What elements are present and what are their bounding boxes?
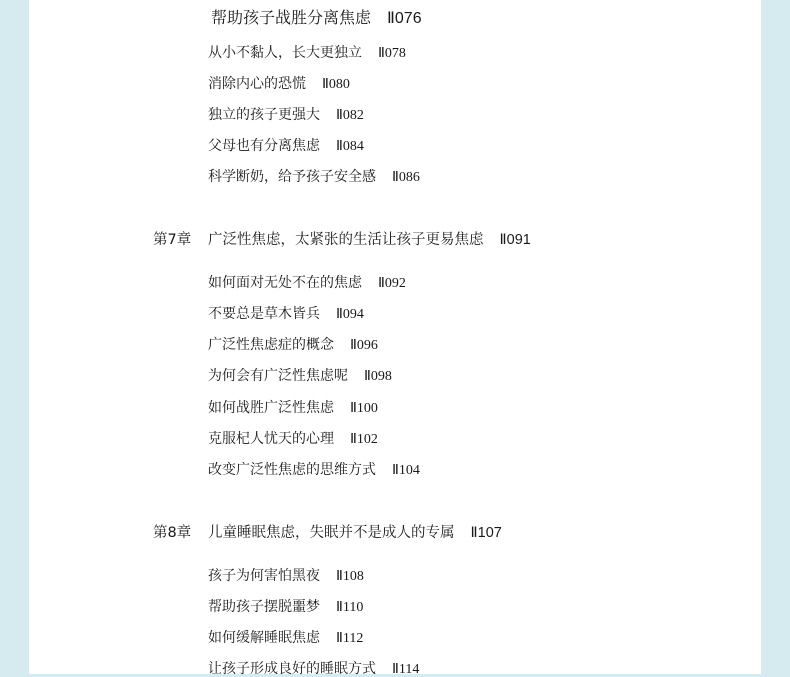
toc-entry[interactable] xyxy=(208,338,378,353)
toc-entry[interactable] xyxy=(208,170,420,185)
toc-entry[interactable] xyxy=(208,46,406,61)
toc-entry-title: 独立的孩子更强大 xyxy=(208,107,320,123)
toc-entry-page: Ⅱ104 xyxy=(392,463,420,478)
chapter-heading[interactable] xyxy=(153,526,502,541)
toc-entry[interactable] xyxy=(208,463,420,478)
toc-entry[interactable] xyxy=(208,139,364,154)
toc-entry[interactable] xyxy=(208,569,364,584)
toc-entry[interactable] xyxy=(208,77,350,92)
chapter-title: 广泛性焦虑，太紧张的生活让孩子更易焦虑 xyxy=(208,232,484,248)
toc-entry-page: Ⅱ096 xyxy=(350,338,378,353)
toc-entry[interactable] xyxy=(208,600,363,615)
toc-entry-title: 改变广泛性焦虑的思维方式 xyxy=(208,462,376,478)
chapter-title: 儿童睡眠焦虑，失眠并不是成人的专属 xyxy=(208,525,455,541)
chapter-heading[interactable] xyxy=(153,233,531,248)
toc-entry-title: 消除内心的恐慌 xyxy=(208,76,306,92)
toc-entry-page: Ⅱ108 xyxy=(336,569,364,584)
toc-entry[interactable] xyxy=(208,369,392,384)
chapter-number: 第8章 xyxy=(153,525,192,541)
toc-entry-title: 如何战胜广泛性焦虑 xyxy=(208,400,334,416)
document-page xyxy=(29,0,761,677)
chapter-page: Ⅱ107 xyxy=(470,525,502,541)
toc-entry-title: 为何会有广泛性焦虑呢 xyxy=(208,368,348,384)
chapter-page: Ⅱ091 xyxy=(499,232,531,248)
toc-entry-page: Ⅱ080 xyxy=(322,77,350,92)
toc-entry[interactable] xyxy=(208,662,419,677)
toc-entry[interactable] xyxy=(208,631,363,646)
toc-entry-title: 帮助孩子摆脱噩梦 xyxy=(208,599,320,615)
section-heading-page: Ⅱ076 xyxy=(387,10,422,27)
toc-entry-page: Ⅱ092 xyxy=(378,276,406,291)
toc-entry-title: 孩子为何害怕黑夜 xyxy=(208,568,320,584)
toc-entry-page: Ⅱ094 xyxy=(336,307,364,322)
toc-entry[interactable] xyxy=(208,108,364,123)
toc-entry-page: Ⅱ084 xyxy=(336,139,364,154)
toc-entry[interactable] xyxy=(208,432,378,447)
toc-entry-title: 科学断奶，给予孩子安全感 xyxy=(208,169,376,185)
toc-entry-title: 从小不黏人，长大更独立 xyxy=(208,45,362,61)
toc-entry-title: 不要总是草木皆兵 xyxy=(208,306,320,322)
toc-entry-title: 如何面对无处不在的焦虑 xyxy=(208,275,362,291)
toc-entry-page: Ⅱ110 xyxy=(336,600,364,615)
toc-entry[interactable] xyxy=(208,307,364,322)
section-heading[interactable] xyxy=(211,10,422,27)
toc-entry[interactable] xyxy=(208,401,378,416)
toc-entry-page: Ⅱ098 xyxy=(364,369,392,384)
toc-entry-page: Ⅱ078 xyxy=(378,46,406,61)
section-heading-title: 帮助孩子战胜分离焦虑 xyxy=(211,8,372,27)
toc-entry-title: 如何缓解睡眠焦虑 xyxy=(208,630,320,646)
toc-entry-page: Ⅱ082 xyxy=(336,108,364,123)
toc-entry-title: 让孩子形成良好的睡眠方式 xyxy=(208,661,376,677)
toc-entry-page: Ⅱ112 xyxy=(336,631,364,646)
chapter-number: 第7章 xyxy=(153,232,192,248)
toc-entry-title: 广泛性焦虑症的概念 xyxy=(208,337,334,353)
toc-entry-page: Ⅱ114 xyxy=(392,662,420,677)
toc-entry-title: 克服杞人忧天的心理 xyxy=(208,431,334,447)
toc-entry-page: Ⅱ100 xyxy=(350,401,378,416)
toc-entry-title: 父母也有分离焦虑 xyxy=(208,138,320,154)
toc-entry-page: Ⅱ086 xyxy=(392,170,420,185)
toc-entry-page: Ⅱ102 xyxy=(350,432,378,447)
toc-entry[interactable] xyxy=(208,276,406,291)
